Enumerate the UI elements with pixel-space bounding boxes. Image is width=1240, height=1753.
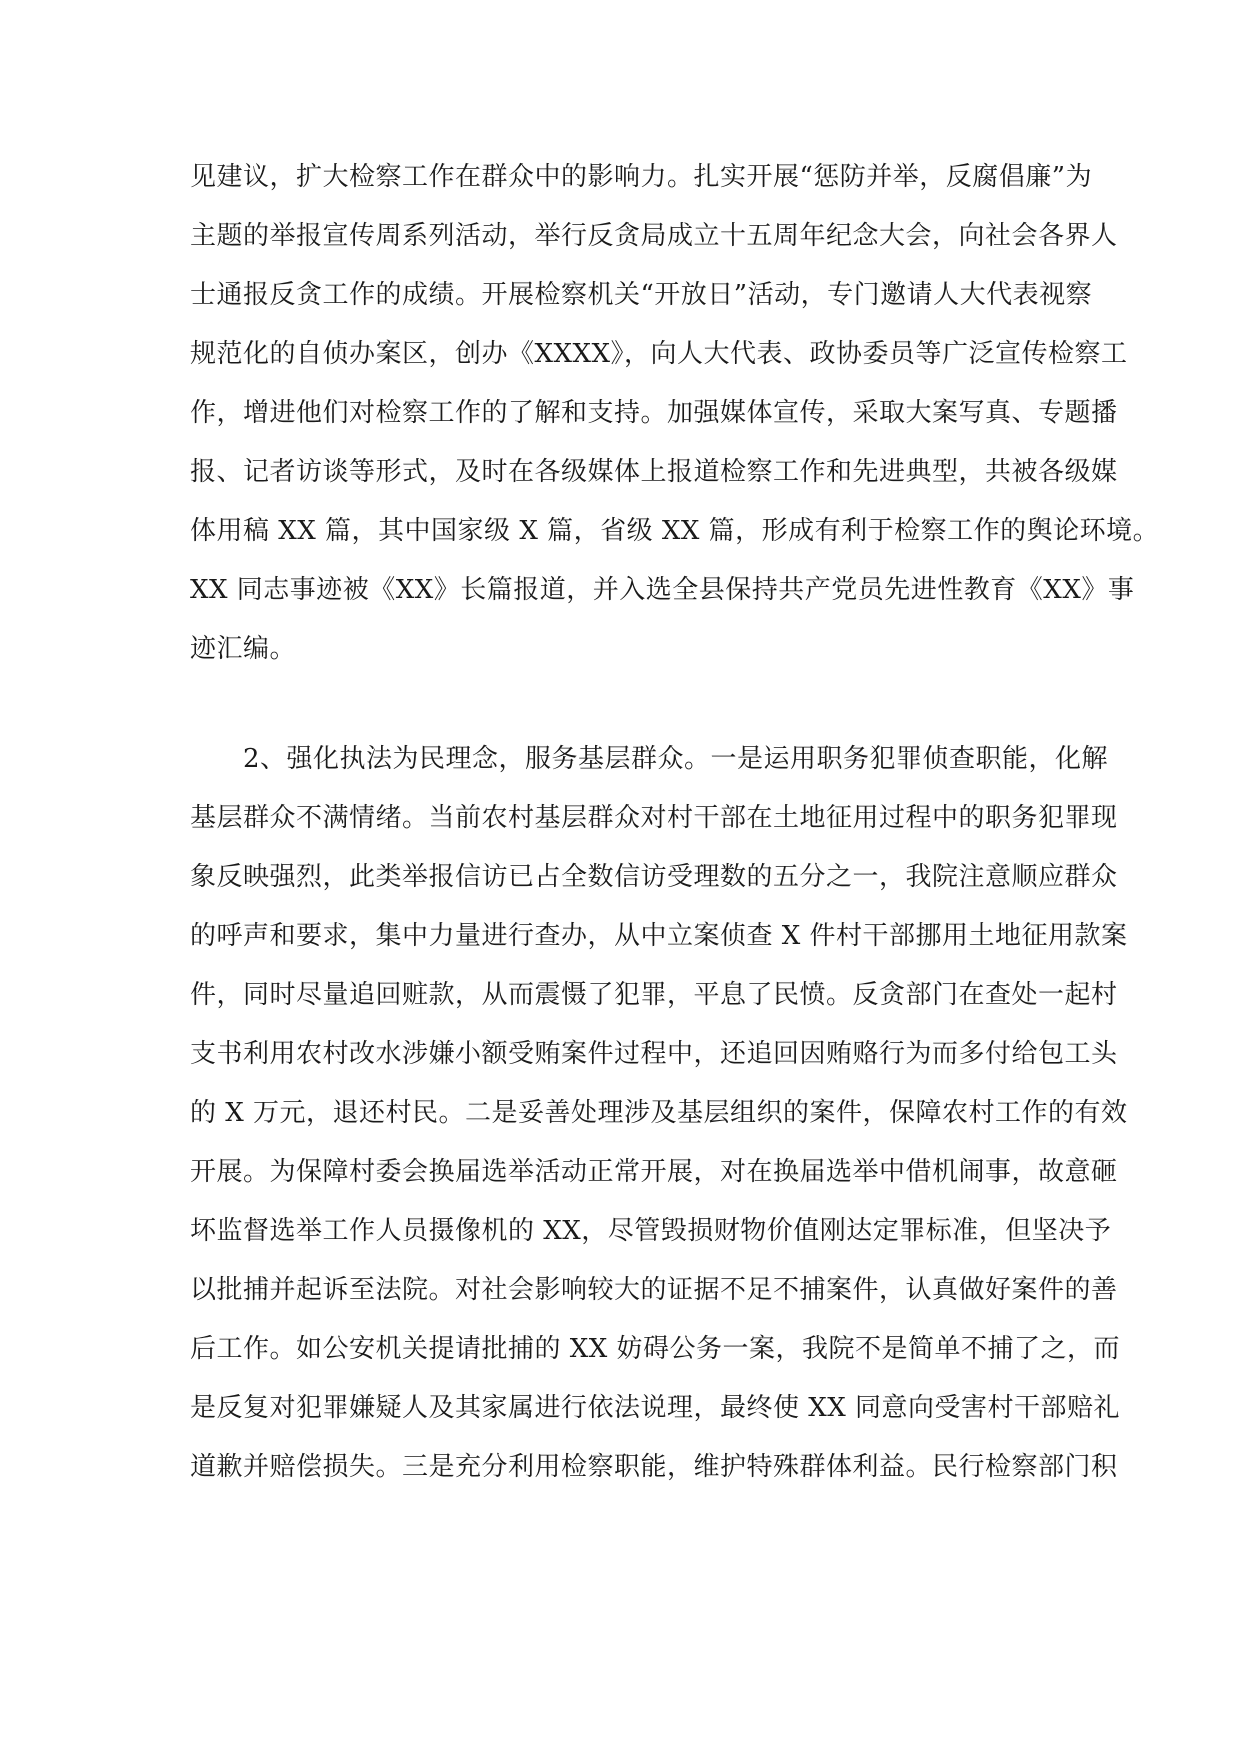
text-line: 作，增进他们对检察工作的了解和支持。加强媒体宣传，采取大案写真、专题播 (190, 398, 1118, 428)
text-line: 以批捕并起诉至法院。对社会影响较大的证据不足不捕案件，认真做好案件的善 (190, 1275, 1118, 1305)
text-line: 的 X 万元，退还村民。二是妥善处理涉及基层组织的案件，保障农村工作的有效 (190, 1098, 1128, 1128)
text-line: 支书利用农村改水涉嫌小额受贿案件过程中，还追回因贿赂行为而多付给包工头 (190, 1039, 1118, 1069)
text-line: 后工作。如公安机关提请批捕的 XX 妨碍公务一案，我院不是简单不捕了之，而 (190, 1334, 1121, 1364)
text-line: 是反复对犯罪嫌疑人及其家属进行依法说理，最终使 XX 同意向受害村干部赔礼 (190, 1393, 1121, 1423)
text-line: 2、强化执法为民理念，服务基层群众。一是运用职务犯罪侦查职能，化解 (243, 744, 1109, 774)
text-line: 开展。为保障村委会换届选举活动正常开展，对在换届选举中借机闹事，故意砸 (190, 1157, 1118, 1187)
text-line: 的呼声和要求，集中力量进行查办，从中立案侦查 X 件村干部挪用土地征用款案 (190, 921, 1128, 951)
text-line: XX 同志事迹被《XX》长篇报道，并入选全县保持共产党员先进性教育《XX》事 (190, 575, 1135, 605)
text-line: 规范化的自侦办案区，创办《XXXX》，向人大代表、政协委员等广泛宣传检察工 (190, 339, 1128, 369)
text-line: 基层群众不满情绪。当前农村基层群众对村干部在土地征用过程中的职务犯罪现 (190, 803, 1118, 833)
text-line: 士通报反贪工作的成绩。开展检察机关“开放日”活动，专门邀请人大代表视察 (190, 280, 1093, 310)
text-line: 体用稿 XX 篇，其中国家级 X 篇，省级 XX 篇，形成有利于检察工作的舆论环境。 (190, 516, 1160, 546)
text-line: 坏监督选举工作人员摄像机的 XX，尽管毁损财物价值刚达定罪标准，但坚决予 (190, 1216, 1112, 1246)
text-line: 件，同时尽量追回赃款，从而震慑了犯罪，平息了民愤。反贪部门在查处一起村 (190, 980, 1118, 1010)
text-line: 主题的举报宣传周系列活动，举行反贪局成立十五周年纪念大会，向社会各界人 (190, 221, 1118, 251)
text-line: 见建议，扩大检察工作在群众中的影响力。扎实开展“惩防并举，反腐倡廉”为 (190, 162, 1093, 192)
text-line: 迹汇编。 (190, 634, 297, 664)
text-line: 象反映强烈，此类举报信访已占全数信访受理数的五分之一，我院注意顺应群众 (190, 862, 1118, 892)
text-line: 道歉并赔偿损失。三是充分利用检察职能，维护特殊群体利益。民行检察部门积 (190, 1452, 1118, 1482)
text-line: 报、记者访谈等形式，及时在各级媒体上报道检察工作和先进典型，共被各级媒 (190, 457, 1118, 487)
